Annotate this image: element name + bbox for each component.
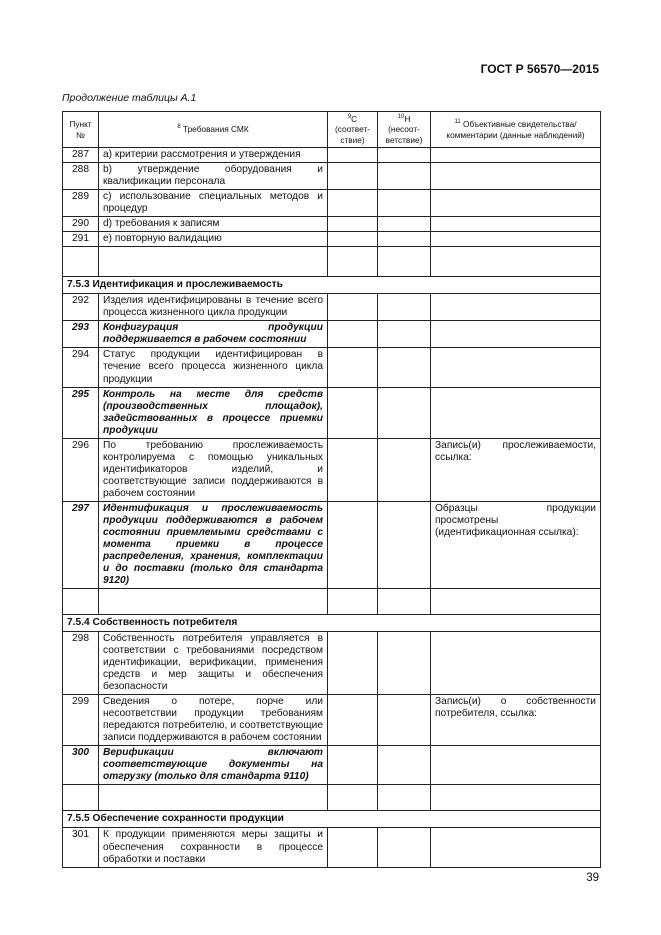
requirement-cell: a) критерии рассмотрения и утверждения [99, 148, 328, 163]
noncompliance-cell [378, 785, 431, 811]
compliance-cell [328, 387, 378, 438]
col-header-noncompliance-sup: 10 [397, 114, 405, 121]
table-row [63, 438, 601, 501]
evidence-cell: Запись(и) прослеживаемости, ссылка: [431, 438, 601, 501]
col-header-requirements-label: Требования СМК [182, 124, 249, 135]
item-number-cell: 301 [63, 828, 99, 867]
compliance-cell [328, 746, 378, 785]
noncompliance-cell [378, 232, 431, 247]
requirement-cell: Верификации включают соответствующие документы на отгрузку (только для стандарта 9110) [99, 746, 328, 785]
requirement-cell: Идентификация и прослеживаемость продукции поддерживаются в рабочем состоянии приемлемыми средствами с момента приемки в процессе распределения, хранения, комплектации и до поставки (только для стандарта 9120) [99, 501, 328, 588]
table-row [63, 321, 601, 348]
noncompliance-cell [378, 247, 431, 277]
col-header-item-number-line2: № [76, 129, 85, 140]
section-heading: 7.5.3 Идентификация и прослеживаемость [63, 277, 601, 294]
col-header-evidence-sup: 11 [454, 119, 461, 126]
compliance-cell [328, 190, 378, 217]
compliance-cell [328, 348, 378, 387]
table-row [63, 695, 601, 746]
compliance-cell [328, 148, 378, 163]
compliance-cell [328, 217, 378, 232]
noncompliance-cell [378, 348, 431, 387]
noncompliance-cell [378, 746, 431, 785]
item-number-cell: 295 [63, 387, 99, 438]
col-header-compliance-line1: (соответ- [334, 124, 371, 135]
section-heading: 7.5.5 Обеспечение сохранности продукции [63, 811, 601, 828]
noncompliance-cell [378, 632, 431, 695]
evidence-cell [431, 321, 601, 348]
item-number-cell: 292 [63, 294, 99, 321]
evidence-cell [431, 632, 601, 695]
item-number-cell: 300 [63, 746, 99, 785]
compliance-cell [328, 785, 378, 811]
compliance-cell [328, 232, 378, 247]
requirement-cell: К продукции применяются меры защиты и обеспечения сохранности в процессе обработки и поставки [99, 828, 328, 867]
table-caption: Продолжение таблицы А.1 [62, 92, 197, 104]
noncompliance-cell [378, 217, 431, 232]
table-header-row [63, 112, 601, 148]
table-row [63, 348, 601, 387]
noncompliance-cell [378, 148, 431, 163]
col-header-requirements [99, 112, 328, 148]
requirement-cell: Контроль на месте для средств (производственных площадок), задействованных в процессе приемки продукции [99, 387, 328, 438]
evidence-cell [431, 294, 601, 321]
blank-row [63, 785, 601, 811]
requirement-cell [99, 785, 328, 811]
compliance-cell [328, 438, 378, 501]
compliance-cell [328, 247, 378, 277]
table-row [63, 632, 601, 695]
col-header-noncompliance [378, 112, 431, 148]
evidence-cell [431, 589, 601, 615]
document-code: ГОСТ Р 56570—2015 [480, 62, 599, 76]
compliance-cell [328, 632, 378, 695]
evidence-cell [431, 217, 601, 232]
item-number-cell: 289 [63, 190, 99, 217]
table-row [63, 746, 601, 785]
requirement-cell: Изделия идентифицированы в течение всего процесса жизненного цикла продукции [99, 294, 328, 321]
evidence-cell [431, 163, 601, 190]
section-heading-row [63, 811, 601, 828]
col-header-evidence-title: Объективные свидетельства/ [463, 119, 577, 130]
noncompliance-cell [378, 695, 431, 746]
evidence-cell [431, 387, 601, 438]
col-header-noncompliance-line2: ветствие) [385, 134, 423, 145]
section-heading: 7.5.4 Собственность потребителя [63, 615, 601, 632]
col-header-item-number-line1: Пункт [69, 119, 92, 130]
evidence-cell [431, 828, 601, 867]
requirement-cell: Статус продукции идентифицирован в течение всего процесса жизненного цикла продукции [99, 348, 328, 387]
table-row [63, 828, 601, 867]
noncompliance-cell [378, 190, 431, 217]
compliance-cell [328, 589, 378, 615]
section-heading-row [63, 277, 601, 294]
evidence-cell [431, 148, 601, 163]
requirement-cell [99, 247, 328, 277]
noncompliance-cell [378, 294, 431, 321]
item-number-cell: 294 [63, 348, 99, 387]
blank-row [63, 247, 601, 277]
item-number-cell: 297 [63, 501, 99, 588]
requirement-cell: d) требования к записям [99, 217, 328, 232]
requirement-cell: Сведения о потере, порче или несоответствии продукции требованиям передаются потребителю, и соответствующие записи поддерживаются в рабочем состоянии [99, 695, 328, 746]
item-number-cell: 291 [63, 232, 99, 247]
compliance-cell [328, 828, 378, 867]
compliance-cell [328, 321, 378, 348]
noncompliance-cell [378, 321, 431, 348]
noncompliance-cell [378, 501, 431, 588]
evidence-cell: Образцы продукции просмотрены (идентификационная ссылка): [431, 501, 601, 588]
col-header-noncompliance-line1: (несоот- [388, 124, 420, 135]
col-header-requirements-sup: 8 [177, 124, 181, 131]
col-header-evidence [431, 112, 601, 148]
evidence-cell [431, 232, 601, 247]
col-header-compliance-sup: 9 [347, 114, 352, 121]
item-number-cell: 287 [63, 148, 99, 163]
table-row [63, 148, 601, 163]
item-number-cell: 290 [63, 217, 99, 232]
noncompliance-cell [378, 589, 431, 615]
requirement-cell: c) использование специальных методов и процедур [99, 190, 328, 217]
col-header-noncompliance-title: Н [404, 114, 411, 124]
table-row [63, 232, 601, 247]
requirement-cell: По требованию прослеживаемость контролируема с помощью уникальных идентификаторов изделий, и соответствующие записи поддерживаются в рабочем состоянии [99, 438, 328, 501]
table-body [63, 148, 601, 868]
col-header-compliance-title: С [351, 114, 358, 124]
evidence-cell [431, 247, 601, 277]
requirements-table [62, 111, 601, 868]
section-heading-row [63, 615, 601, 632]
table-row [63, 217, 601, 232]
item-number-cell: 299 [63, 695, 99, 746]
item-number-cell: 296 [63, 438, 99, 501]
compliance-cell [328, 294, 378, 321]
col-header-evidence-line1: комментарии (данные наблюдений) [446, 129, 585, 140]
noncompliance-cell [378, 163, 431, 190]
compliance-cell [328, 163, 378, 190]
col-header-compliance-line2: ствие) [340, 134, 365, 145]
noncompliance-cell [378, 438, 431, 501]
table-row [63, 163, 601, 190]
page-number: 39 [586, 872, 599, 884]
compliance-cell [328, 501, 378, 588]
evidence-cell [431, 190, 601, 217]
table-row [63, 190, 601, 217]
item-number-cell: 298 [63, 632, 99, 695]
item-number-cell: 288 [63, 163, 99, 190]
requirement-cell: Собственность потребителя управляется в соответствии с требованиями посредством идентификации, верификации, применения средств и мер защиты и обеспечения безопасности [99, 632, 328, 695]
requirement-cell [99, 589, 328, 615]
table-row [63, 501, 601, 588]
table-row [63, 387, 601, 438]
item-number-cell [63, 589, 99, 615]
blank-row [63, 589, 601, 615]
item-number-cell: 293 [63, 321, 99, 348]
compliance-cell [328, 695, 378, 746]
noncompliance-cell [378, 828, 431, 867]
noncompliance-cell [378, 387, 431, 438]
col-header-item-number [63, 112, 99, 148]
evidence-cell [431, 785, 601, 811]
item-number-cell [63, 785, 99, 811]
col-header-compliance [328, 112, 378, 148]
evidence-cell: Запись(и) о собственности потребителя, ссылка: [431, 695, 601, 746]
requirement-cell: b) утверждение оборудования и квалификации персонала [99, 163, 328, 190]
evidence-cell [431, 746, 601, 785]
evidence-cell [431, 348, 601, 387]
item-number-cell [63, 247, 99, 277]
requirement-cell: Конфигурация продукции поддерживается в рабочем состоянии [99, 321, 328, 348]
requirement-cell: e) повторную валидацию [99, 232, 328, 247]
table-row [63, 294, 601, 321]
